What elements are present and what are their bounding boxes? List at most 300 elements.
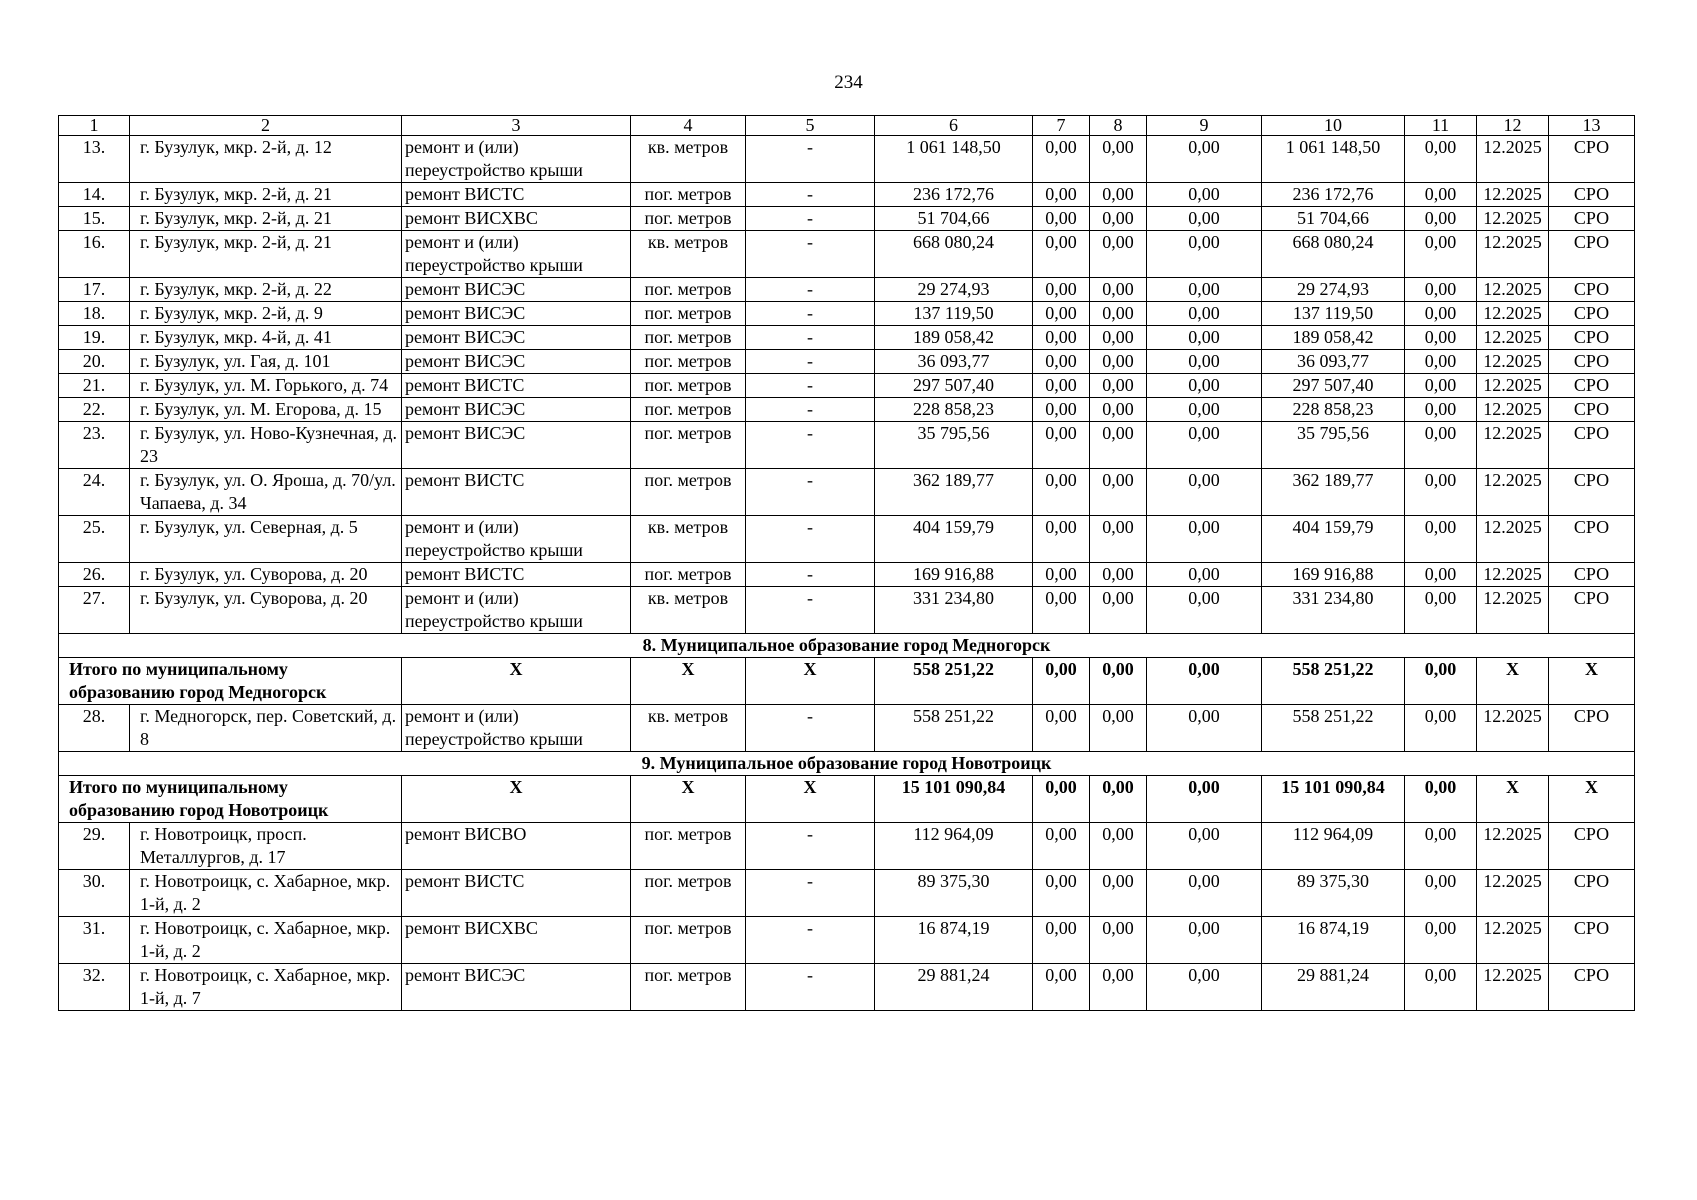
work-type-cell: ремонт ВИСЭС xyxy=(402,326,631,350)
address-cell: г. Новотроицк, с. Хабарное, мкр. 1-й, д. 2 xyxy=(130,917,402,964)
total-cell-c7: 0,00 xyxy=(1033,658,1090,705)
value-cell-c7: 0,00 xyxy=(1033,469,1090,516)
value-cell-c10: 668 080,24 xyxy=(1262,231,1405,278)
value-cell-c11: 0,00 xyxy=(1405,422,1477,469)
value-cell-c11: 0,00 xyxy=(1405,136,1477,183)
value-cell-c11: 0,00 xyxy=(1405,207,1477,231)
address-cell: г. Новотроицк, просп. Металлургов, д. 17 xyxy=(130,823,402,870)
value-cell-c10: 112 964,09 xyxy=(1262,823,1405,870)
value-cell-c6: 404 159,79 xyxy=(875,516,1033,563)
value-cell-c5: - xyxy=(746,326,875,350)
address-cell: г. Бузулук, ул. Суворова, д. 20 xyxy=(130,563,402,587)
value-cell-c6: 35 795,56 xyxy=(875,422,1033,469)
value-cell-c5: - xyxy=(746,870,875,917)
value-cell-c10: 51 704,66 xyxy=(1262,207,1405,231)
value-cell-c10: 1 061 148,50 xyxy=(1262,136,1405,183)
total-cell-c4: Х xyxy=(631,658,746,705)
value-cell-c5: - xyxy=(746,917,875,964)
value-cell-c9: 0,00 xyxy=(1147,563,1262,587)
value-cell-c9: 0,00 xyxy=(1147,302,1262,326)
unit-cell: пог. метров xyxy=(631,870,746,917)
address-cell: г. Бузулук, ул. Гая, д. 101 xyxy=(130,350,402,374)
value-cell-c6: 668 080,24 xyxy=(875,231,1033,278)
unit-cell: кв. метров xyxy=(631,231,746,278)
row-number: 23. xyxy=(59,422,130,469)
value-cell-c13: СРО xyxy=(1549,136,1635,183)
table-row xyxy=(59,136,1635,183)
row-number: 25. xyxy=(59,516,130,563)
address-cell: г. Бузулук, мкр. 2-й, д. 21 xyxy=(130,231,402,278)
header-cell: 7 xyxy=(1033,116,1090,136)
value-cell-c8: 0,00 xyxy=(1090,422,1147,469)
value-cell-c6: 331 234,80 xyxy=(875,587,1033,634)
value-cell-c6: 1 061 148,50 xyxy=(875,136,1033,183)
unit-cell: пог. метров xyxy=(631,302,746,326)
value-cell-c12: 12.2025 xyxy=(1477,870,1549,917)
value-cell-c8: 0,00 xyxy=(1090,207,1147,231)
address-cell: г. Бузулук, мкр. 2-й, д. 21 xyxy=(130,207,402,231)
row-number: 18. xyxy=(59,302,130,326)
value-cell-c13: СРО xyxy=(1549,231,1635,278)
table-row xyxy=(59,917,1635,964)
value-cell-c7: 0,00 xyxy=(1033,823,1090,870)
header-cell: 2 xyxy=(130,116,402,136)
unit-cell: пог. метров xyxy=(631,469,746,516)
value-cell-c12: 12.2025 xyxy=(1477,231,1549,278)
row-number: 16. xyxy=(59,231,130,278)
value-cell-c7: 0,00 xyxy=(1033,587,1090,634)
value-cell-c13: СРО xyxy=(1549,870,1635,917)
value-cell-c11: 0,00 xyxy=(1405,278,1477,302)
total-cell-c6: 558 251,22 xyxy=(875,658,1033,705)
value-cell-c7: 0,00 xyxy=(1033,398,1090,422)
value-cell-c9: 0,00 xyxy=(1147,469,1262,516)
value-cell-c9: 0,00 xyxy=(1147,350,1262,374)
value-cell-c13: СРО xyxy=(1549,207,1635,231)
value-cell-c9: 0,00 xyxy=(1147,917,1262,964)
value-cell-c5: - xyxy=(746,183,875,207)
header-cell: 6 xyxy=(875,116,1033,136)
address-cell: г. Бузулук, ул. Северная, д. 5 xyxy=(130,516,402,563)
value-cell-c8: 0,00 xyxy=(1090,917,1147,964)
row-number: 22. xyxy=(59,398,130,422)
value-cell-c8: 0,00 xyxy=(1090,302,1147,326)
table-row xyxy=(59,823,1635,870)
work-type-cell: ремонт ВИСТС xyxy=(402,469,631,516)
address-cell: г. Медногорск, пер. Советский, д. 8 xyxy=(130,705,402,752)
value-cell-c11: 0,00 xyxy=(1405,823,1477,870)
address-cell: г. Новотроицк, с. Хабарное, мкр. 1-й, д. 2 xyxy=(130,870,402,917)
value-cell-c6: 137 119,50 xyxy=(875,302,1033,326)
address-cell: г. Бузулук, мкр. 2-й, д. 22 xyxy=(130,278,402,302)
work-type-cell: ремонт ВИСТС xyxy=(402,870,631,917)
work-type-cell: ремонт ВИСЭС xyxy=(402,302,631,326)
value-cell-c7: 0,00 xyxy=(1033,278,1090,302)
value-cell-c7: 0,00 xyxy=(1033,136,1090,183)
value-cell-c5: - xyxy=(746,422,875,469)
value-cell-c11: 0,00 xyxy=(1405,563,1477,587)
unit-cell: пог. метров xyxy=(631,374,746,398)
value-cell-c12: 12.2025 xyxy=(1477,326,1549,350)
total-cell-c9: 0,00 xyxy=(1147,658,1262,705)
value-cell-c5: - xyxy=(746,302,875,326)
value-cell-c8: 0,00 xyxy=(1090,326,1147,350)
total-cell-c5: Х xyxy=(746,776,875,823)
work-type-cell: ремонт и (или) переустройство крыши xyxy=(402,705,631,752)
value-cell-c13: СРО xyxy=(1549,964,1635,1011)
work-type-cell: ремонт ВИСТС xyxy=(402,563,631,587)
value-cell-c7: 0,00 xyxy=(1033,183,1090,207)
total-row xyxy=(59,776,1635,823)
value-cell-c12: 12.2025 xyxy=(1477,823,1549,870)
row-number: 27. xyxy=(59,587,130,634)
value-cell-c5: - xyxy=(746,469,875,516)
value-cell-c8: 0,00 xyxy=(1090,469,1147,516)
value-cell-c9: 0,00 xyxy=(1147,964,1262,1011)
value-cell-c11: 0,00 xyxy=(1405,183,1477,207)
table-row xyxy=(59,374,1635,398)
total-cell-c11: 0,00 xyxy=(1405,776,1477,823)
table-row xyxy=(59,705,1635,752)
work-type-cell: ремонт и (или) переустройство крыши xyxy=(402,231,631,278)
value-cell-c5: - xyxy=(746,136,875,183)
value-cell-c8: 0,00 xyxy=(1090,563,1147,587)
address-cell: г. Бузулук, мкр. 2-й, д. 21 xyxy=(130,183,402,207)
value-cell-c11: 0,00 xyxy=(1405,302,1477,326)
value-cell-c12: 12.2025 xyxy=(1477,563,1549,587)
value-cell-c9: 0,00 xyxy=(1147,136,1262,183)
value-cell-c12: 12.2025 xyxy=(1477,917,1549,964)
value-cell-c5: - xyxy=(746,374,875,398)
total-cell-c10: 558 251,22 xyxy=(1262,658,1405,705)
unit-cell: кв. метров xyxy=(631,516,746,563)
table-row xyxy=(59,469,1635,516)
row-number: 31. xyxy=(59,917,130,964)
value-cell-c13: СРО xyxy=(1549,917,1635,964)
value-cell-c10: 29 274,93 xyxy=(1262,278,1405,302)
total-cell-c13: Х xyxy=(1549,658,1635,705)
value-cell-c6: 558 251,22 xyxy=(875,705,1033,752)
unit-cell: пог. метров xyxy=(631,326,746,350)
header-cell: 1 xyxy=(59,116,130,136)
section-row xyxy=(59,634,1635,658)
total-cell-c3: Х xyxy=(402,776,631,823)
value-cell-c8: 0,00 xyxy=(1090,183,1147,207)
value-cell-c6: 29 274,93 xyxy=(875,278,1033,302)
address-cell: г. Новотроицк, с. Хабарное, мкр. 1-й, д. 7 xyxy=(130,964,402,1011)
total-cell-c4: Х xyxy=(631,776,746,823)
row-number: 21. xyxy=(59,374,130,398)
value-cell-c8: 0,00 xyxy=(1090,350,1147,374)
unit-cell: пог. метров xyxy=(631,207,746,231)
value-cell-c6: 236 172,76 xyxy=(875,183,1033,207)
table-row xyxy=(59,207,1635,231)
value-cell-c13: СРО xyxy=(1549,563,1635,587)
value-cell-c10: 236 172,76 xyxy=(1262,183,1405,207)
value-cell-c7: 0,00 xyxy=(1033,964,1090,1011)
value-cell-c10: 36 093,77 xyxy=(1262,350,1405,374)
value-cell-c7: 0,00 xyxy=(1033,705,1090,752)
value-cell-c13: СРО xyxy=(1549,516,1635,563)
value-cell-c9: 0,00 xyxy=(1147,183,1262,207)
value-cell-c6: 51 704,66 xyxy=(875,207,1033,231)
value-cell-c8: 0,00 xyxy=(1090,964,1147,1011)
value-cell-c5: - xyxy=(746,516,875,563)
value-cell-c7: 0,00 xyxy=(1033,374,1090,398)
value-cell-c10: 189 058,42 xyxy=(1262,326,1405,350)
value-cell-c13: СРО xyxy=(1549,469,1635,516)
total-cell-c9: 0,00 xyxy=(1147,776,1262,823)
row-number: 13. xyxy=(59,136,130,183)
value-cell-c5: - xyxy=(746,705,875,752)
total-cell-c11: 0,00 xyxy=(1405,658,1477,705)
value-cell-c5: - xyxy=(746,350,875,374)
table-row xyxy=(59,964,1635,1011)
value-cell-c10: 362 189,77 xyxy=(1262,469,1405,516)
value-cell-c7: 0,00 xyxy=(1033,563,1090,587)
total-label: Итого по муниципальному образованию город Новотроицк xyxy=(59,776,402,823)
value-cell-c5: - xyxy=(746,964,875,1011)
value-cell-c8: 0,00 xyxy=(1090,231,1147,278)
value-cell-c11: 0,00 xyxy=(1405,705,1477,752)
value-cell-c6: 89 375,30 xyxy=(875,870,1033,917)
value-cell-c10: 137 119,50 xyxy=(1262,302,1405,326)
row-number: 30. xyxy=(59,870,130,917)
unit-cell: пог. метров xyxy=(631,183,746,207)
value-cell-c9: 0,00 xyxy=(1147,705,1262,752)
value-cell-c12: 12.2025 xyxy=(1477,469,1549,516)
value-cell-c9: 0,00 xyxy=(1147,870,1262,917)
value-cell-c5: - xyxy=(746,231,875,278)
value-cell-c13: СРО xyxy=(1549,374,1635,398)
value-cell-c11: 0,00 xyxy=(1405,516,1477,563)
value-cell-c7: 0,00 xyxy=(1033,422,1090,469)
row-number: 24. xyxy=(59,469,130,516)
value-cell-c13: СРО xyxy=(1549,587,1635,634)
unit-cell: кв. метров xyxy=(631,587,746,634)
header-row xyxy=(59,116,1635,136)
value-cell-c8: 0,00 xyxy=(1090,398,1147,422)
value-cell-c8: 0,00 xyxy=(1090,705,1147,752)
value-cell-c13: СРО xyxy=(1549,422,1635,469)
value-cell-c10: 29 881,24 xyxy=(1262,964,1405,1011)
row-number: 28. xyxy=(59,705,130,752)
value-cell-c5: - xyxy=(746,398,875,422)
value-cell-c9: 0,00 xyxy=(1147,374,1262,398)
work-type-cell: ремонт ВИСВО xyxy=(402,823,631,870)
table-row xyxy=(59,326,1635,350)
row-number: 29. xyxy=(59,823,130,870)
page-number: 234 xyxy=(834,72,863,93)
value-cell-c10: 35 795,56 xyxy=(1262,422,1405,469)
work-type-cell: ремонт ВИСХВС xyxy=(402,207,631,231)
value-cell-c12: 12.2025 xyxy=(1477,350,1549,374)
table-row xyxy=(59,302,1635,326)
value-cell-c8: 0,00 xyxy=(1090,870,1147,917)
unit-cell: пог. метров xyxy=(631,964,746,1011)
value-cell-c10: 297 507,40 xyxy=(1262,374,1405,398)
address-cell: г. Бузулук, ул. М. Егорова, д. 15 xyxy=(130,398,402,422)
value-cell-c11: 0,00 xyxy=(1405,398,1477,422)
value-cell-c8: 0,00 xyxy=(1090,516,1147,563)
value-cell-c13: СРО xyxy=(1549,278,1635,302)
value-cell-c9: 0,00 xyxy=(1147,516,1262,563)
total-label: Итого по муниципальному образованию город Медногорск xyxy=(59,658,402,705)
table-row xyxy=(59,516,1635,563)
header-cell: 3 xyxy=(402,116,631,136)
value-cell-c8: 0,00 xyxy=(1090,823,1147,870)
address-cell: г. Бузулук, ул. Ново-Кузнечная, д. 23 xyxy=(130,422,402,469)
value-cell-c9: 0,00 xyxy=(1147,587,1262,634)
value-cell-c12: 12.2025 xyxy=(1477,278,1549,302)
value-cell-c5: - xyxy=(746,563,875,587)
value-cell-c12: 12.2025 xyxy=(1477,516,1549,563)
row-number: 15. xyxy=(59,207,130,231)
total-cell-c10: 15 101 090,84 xyxy=(1262,776,1405,823)
row-number: 26. xyxy=(59,563,130,587)
address-cell: г. Бузулук, мкр. 4-й, д. 41 xyxy=(130,326,402,350)
value-cell-c6: 362 189,77 xyxy=(875,469,1033,516)
value-cell-c11: 0,00 xyxy=(1405,231,1477,278)
value-cell-c12: 12.2025 xyxy=(1477,374,1549,398)
value-cell-c11: 0,00 xyxy=(1405,870,1477,917)
work-type-cell: ремонт ВИСХВС xyxy=(402,917,631,964)
value-cell-c7: 0,00 xyxy=(1033,516,1090,563)
value-cell-c9: 0,00 xyxy=(1147,422,1262,469)
work-type-cell: ремонт и (или) переустройство крыши xyxy=(402,136,631,183)
value-cell-c12: 12.2025 xyxy=(1477,207,1549,231)
unit-cell: пог. метров xyxy=(631,350,746,374)
total-cell-c13: Х xyxy=(1549,776,1635,823)
value-cell-c10: 228 858,23 xyxy=(1262,398,1405,422)
row-number: 17. xyxy=(59,278,130,302)
address-cell: г. Бузулук, ул. Суворова, д. 20 xyxy=(130,587,402,634)
value-cell-c10: 169 916,88 xyxy=(1262,563,1405,587)
address-cell: г. Бузулук, ул. О. Яроша, д. 70/ул. Чапаева, д. 34 xyxy=(130,469,402,516)
table-row xyxy=(59,870,1635,917)
table-row xyxy=(59,231,1635,278)
header-cell: 5 xyxy=(746,116,875,136)
value-cell-c12: 12.2025 xyxy=(1477,422,1549,469)
value-cell-c12: 12.2025 xyxy=(1477,136,1549,183)
unit-cell: пог. метров xyxy=(631,917,746,964)
works-table xyxy=(58,115,1635,1011)
value-cell-c12: 12.2025 xyxy=(1477,705,1549,752)
total-cell-c3: Х xyxy=(402,658,631,705)
table-row xyxy=(59,398,1635,422)
value-cell-c12: 12.2025 xyxy=(1477,302,1549,326)
table-row xyxy=(59,563,1635,587)
table-row xyxy=(59,350,1635,374)
value-cell-c10: 331 234,80 xyxy=(1262,587,1405,634)
row-number: 20. xyxy=(59,350,130,374)
value-cell-c13: СРО xyxy=(1549,398,1635,422)
value-cell-c7: 0,00 xyxy=(1033,231,1090,278)
value-cell-c12: 12.2025 xyxy=(1477,183,1549,207)
header-cell: 11 xyxy=(1405,116,1477,136)
total-cell-c6: 15 101 090,84 xyxy=(875,776,1033,823)
work-type-cell: ремонт и (или) переустройство крыши xyxy=(402,516,631,563)
row-number: 19. xyxy=(59,326,130,350)
value-cell-c9: 0,00 xyxy=(1147,207,1262,231)
total-cell-c8: 0,00 xyxy=(1090,776,1147,823)
value-cell-c7: 0,00 xyxy=(1033,870,1090,917)
value-cell-c10: 558 251,22 xyxy=(1262,705,1405,752)
table-row xyxy=(59,183,1635,207)
value-cell-c10: 404 159,79 xyxy=(1262,516,1405,563)
value-cell-c7: 0,00 xyxy=(1033,207,1090,231)
address-cell: г. Бузулук, мкр. 2-й, д. 9 xyxy=(130,302,402,326)
table-row xyxy=(59,422,1635,469)
value-cell-c13: СРО xyxy=(1549,302,1635,326)
unit-cell: кв. метров xyxy=(631,705,746,752)
header-cell: 9 xyxy=(1147,116,1262,136)
unit-cell: пог. метров xyxy=(631,422,746,469)
value-cell-c11: 0,00 xyxy=(1405,587,1477,634)
header-cell: 12 xyxy=(1477,116,1549,136)
value-cell-c13: СРО xyxy=(1549,350,1635,374)
table-row xyxy=(59,278,1635,302)
value-cell-c11: 0,00 xyxy=(1405,326,1477,350)
work-type-cell: ремонт ВИСЭС xyxy=(402,350,631,374)
work-type-cell: ремонт ВИСЭС xyxy=(402,964,631,1011)
value-cell-c11: 0,00 xyxy=(1405,917,1477,964)
header-cell: 13 xyxy=(1549,116,1635,136)
value-cell-c12: 12.2025 xyxy=(1477,398,1549,422)
value-cell-c8: 0,00 xyxy=(1090,587,1147,634)
value-cell-c11: 0,00 xyxy=(1405,964,1477,1011)
work-type-cell: ремонт ВИСЭС xyxy=(402,422,631,469)
header-cell: 4 xyxy=(631,116,746,136)
work-type-cell: ремонт ВИСЭС xyxy=(402,398,631,422)
value-cell-c7: 0,00 xyxy=(1033,302,1090,326)
work-type-cell: ремонт и (или) переустройство крыши xyxy=(402,587,631,634)
unit-cell: пог. метров xyxy=(631,278,746,302)
total-row xyxy=(59,658,1635,705)
value-cell-c5: - xyxy=(746,207,875,231)
work-type-cell: ремонт ВИСТС xyxy=(402,374,631,398)
address-cell: г. Бузулук, ул. М. Горького, д. 74 xyxy=(130,374,402,398)
unit-cell: пог. метров xyxy=(631,398,746,422)
unit-cell: кв. метров xyxy=(631,136,746,183)
value-cell-c7: 0,00 xyxy=(1033,917,1090,964)
value-cell-c6: 189 058,42 xyxy=(875,326,1033,350)
value-cell-c9: 0,00 xyxy=(1147,398,1262,422)
value-cell-c6: 169 916,88 xyxy=(875,563,1033,587)
value-cell-c8: 0,00 xyxy=(1090,136,1147,183)
value-cell-c8: 0,00 xyxy=(1090,374,1147,398)
unit-cell: пог. метров xyxy=(631,823,746,870)
unit-cell: пог. метров xyxy=(631,563,746,587)
total-cell-c8: 0,00 xyxy=(1090,658,1147,705)
value-cell-c11: 0,00 xyxy=(1405,469,1477,516)
value-cell-c13: СРО xyxy=(1549,326,1635,350)
value-cell-c6: 297 507,40 xyxy=(875,374,1033,398)
work-type-cell: ремонт ВИСТС xyxy=(402,183,631,207)
value-cell-c6: 29 881,24 xyxy=(875,964,1033,1011)
value-cell-c9: 0,00 xyxy=(1147,278,1262,302)
value-cell-c10: 16 874,19 xyxy=(1262,917,1405,964)
row-number: 14. xyxy=(59,183,130,207)
value-cell-c12: 12.2025 xyxy=(1477,964,1549,1011)
value-cell-c6: 36 093,77 xyxy=(875,350,1033,374)
value-cell-c6: 112 964,09 xyxy=(875,823,1033,870)
value-cell-c12: 12.2025 xyxy=(1477,587,1549,634)
value-cell-c10: 89 375,30 xyxy=(1262,870,1405,917)
total-cell-c12: Х xyxy=(1477,776,1549,823)
value-cell-c5: - xyxy=(746,823,875,870)
table-row xyxy=(59,587,1635,634)
